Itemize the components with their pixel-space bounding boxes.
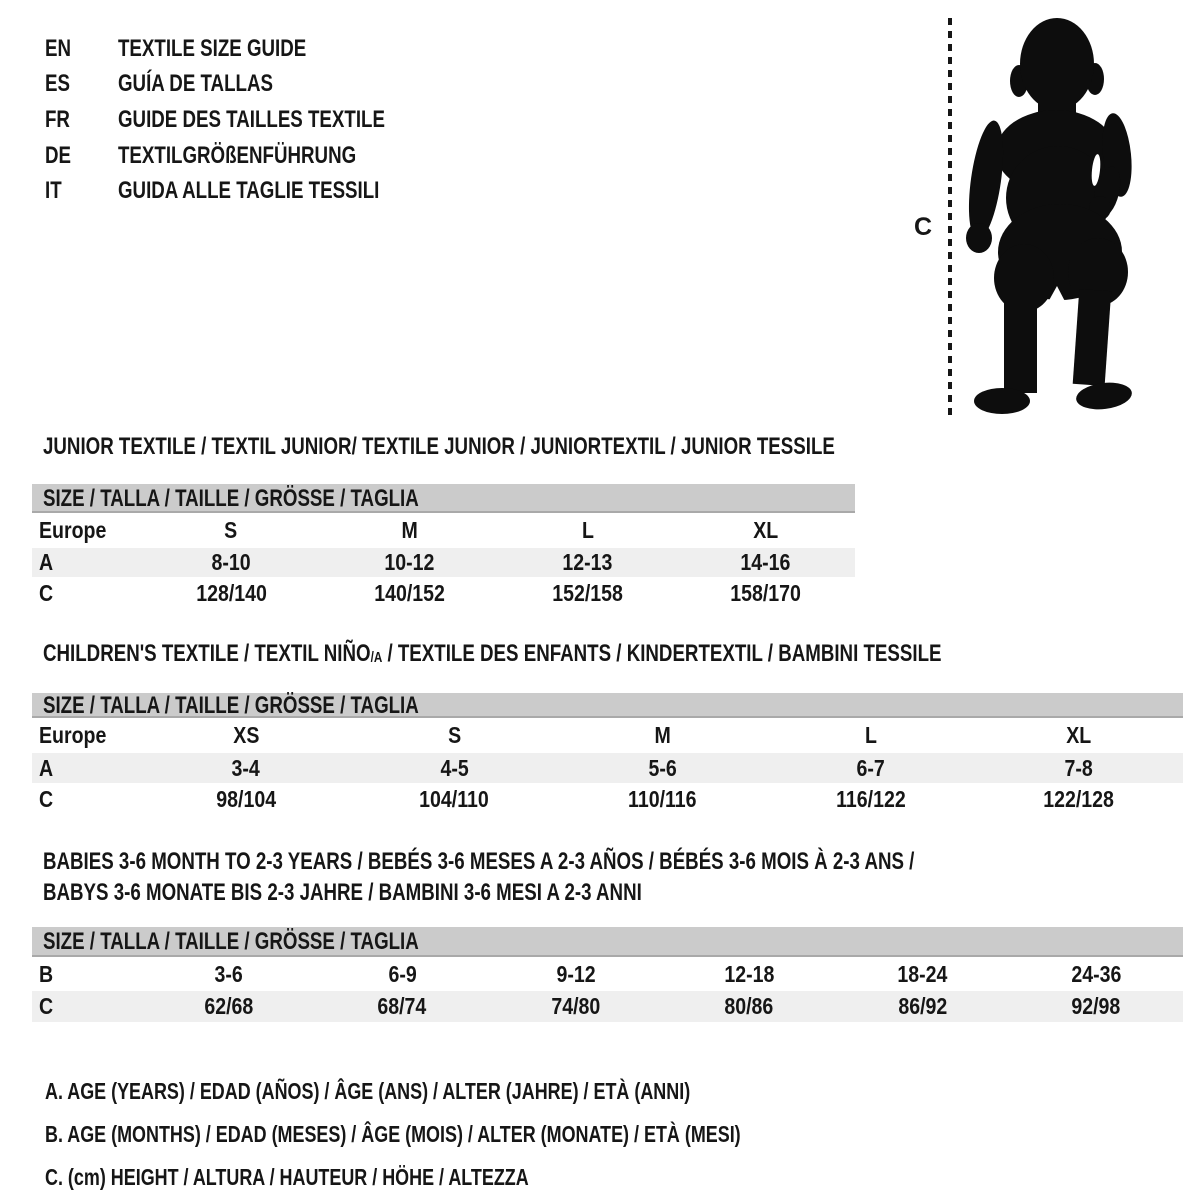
language-label xyxy=(118,35,460,63)
size-header-text: SIZE / TALLA / TAILLE / GRÖSSE / TAGLIA xyxy=(43,691,419,719)
size-cell xyxy=(836,961,1010,988)
title-part-after: / TEXTILE DES ENFANTS / KINDERTEXTIL / BAMBINI TESSILE xyxy=(382,640,942,667)
table-row-height xyxy=(32,577,855,610)
table-row-height xyxy=(32,991,1183,1022)
size-cell-text: 12-18 xyxy=(724,960,775,987)
size-cell xyxy=(499,549,677,576)
size-cell-text: 6-7 xyxy=(856,754,885,781)
size-cell xyxy=(316,961,490,988)
size-cell xyxy=(767,722,975,749)
row-label-text: A xyxy=(39,549,54,575)
size-cell xyxy=(316,993,490,1020)
size-cell xyxy=(499,517,677,544)
legend-line-c-text: C. (cm) HEIGHT / ALTURA / HAUTEUR / HÖHE / ALTEZZA xyxy=(45,1164,529,1190)
size-cell xyxy=(677,549,855,576)
size-cell xyxy=(142,961,316,988)
size-cell-text: 92/98 xyxy=(1071,993,1121,1019)
language-code-text: ES xyxy=(45,70,70,98)
size-cell xyxy=(350,755,558,782)
row-label-text: C xyxy=(39,786,54,812)
size-header-bar xyxy=(32,927,1183,957)
size-header-bar xyxy=(32,484,855,513)
size-cell-text: 122/128 xyxy=(1043,786,1115,812)
size-cell xyxy=(677,580,855,607)
size-cell xyxy=(1010,993,1184,1020)
babies-title-line1 xyxy=(43,846,1160,877)
size-cell-text: 3-6 xyxy=(214,960,243,987)
size-cell-text: 86/92 xyxy=(898,993,948,1019)
size-cell-text: 14-16 xyxy=(740,549,791,575)
row-label xyxy=(32,549,142,576)
size-cell-text: 5-6 xyxy=(648,754,677,781)
size-cell xyxy=(489,993,663,1020)
legend-line-a-text: A. AGE (YEARS) / EDAD (AÑOS) / ÂGE (ANS) / ALTER (JAHRE) / ETÀ (ANNI) xyxy=(45,1078,691,1104)
size-cell xyxy=(1010,961,1184,988)
language-code xyxy=(45,35,118,63)
language-code xyxy=(45,106,118,134)
legend-line-b-text: B. AGE (MONTHS) / EDAD (MESES) / ÂGE (MOIS) / ALTER (MONATE) / ETÀ (MESI) xyxy=(45,1121,741,1147)
language-label xyxy=(118,177,460,205)
size-cell-text: 24-36 xyxy=(1071,960,1122,987)
size-cell-text: M xyxy=(401,517,418,543)
row-label-text: Europe xyxy=(39,722,107,748)
language-code xyxy=(45,142,118,170)
table-row-europe xyxy=(32,718,1183,753)
size-cell xyxy=(836,993,1010,1020)
size-cell-text: XL xyxy=(1066,722,1092,748)
row-label xyxy=(32,961,142,988)
row-label-text: A xyxy=(39,754,54,781)
size-cell-text: 12-13 xyxy=(562,549,613,575)
size-cell xyxy=(677,517,855,544)
row-label xyxy=(32,993,142,1020)
size-cell-text: 128/140 xyxy=(195,580,267,606)
children-section-title xyxy=(43,640,1195,672)
language-label-text: GUÍA DE TALLAS xyxy=(118,70,273,98)
size-header-bar xyxy=(32,693,1183,718)
junior-size-table xyxy=(32,484,855,610)
size-cell-text: 68/74 xyxy=(377,993,427,1019)
size-cell-text: 9-12 xyxy=(556,960,596,987)
size-cell xyxy=(142,517,320,544)
row-label-text: B xyxy=(39,960,54,987)
language-label-text: TEXTILGRÖßENFÜHRUNG xyxy=(118,141,357,169)
row-label-text: Europe xyxy=(39,517,107,543)
size-cell xyxy=(767,755,975,782)
size-cell-text: L xyxy=(581,517,594,543)
height-measure-label-text: C xyxy=(914,213,933,241)
size-cell xyxy=(142,722,350,749)
size-cell xyxy=(499,580,677,607)
size-cell xyxy=(142,580,320,607)
row-label xyxy=(32,722,142,749)
table-row-height xyxy=(32,783,1183,816)
size-cell xyxy=(975,755,1183,782)
table-row-months xyxy=(32,957,1183,991)
height-measure-label xyxy=(914,213,932,242)
size-cell xyxy=(142,549,320,576)
babies-title-line2 xyxy=(43,877,1160,908)
size-cell xyxy=(350,786,558,813)
size-cell-text: 116/122 xyxy=(835,786,906,812)
language-code-text: IT xyxy=(45,177,62,205)
language-code xyxy=(45,70,118,98)
size-cell-text: 6-9 xyxy=(388,960,417,987)
size-cell xyxy=(320,580,498,607)
language-label xyxy=(118,70,460,98)
size-cell xyxy=(320,549,498,576)
size-cell xyxy=(663,961,837,988)
size-cell-text: 10-12 xyxy=(384,549,435,575)
size-cell xyxy=(489,961,663,988)
measure-legend xyxy=(45,1070,937,1199)
size-cell xyxy=(350,722,558,749)
size-cell xyxy=(142,755,350,782)
size-cell xyxy=(558,722,766,749)
babies-section-title xyxy=(43,846,1160,908)
size-cell-text: 98/104 xyxy=(216,786,277,812)
size-cell-text: L xyxy=(864,722,877,748)
size-cell-text: 110/116 xyxy=(628,786,697,812)
row-label-text: C xyxy=(39,993,54,1019)
size-cell-text: 158/170 xyxy=(730,580,802,606)
size-cell-text: 3-4 xyxy=(231,754,261,781)
row-label xyxy=(32,755,142,782)
size-cell-text: 62/68 xyxy=(204,993,254,1019)
babies-title-line2-text: BABYS 3-6 MONATE BIS 2-3 JAHRE / BAMBINI 3-6 MESI A 2-3 ANNI xyxy=(43,879,642,906)
size-cell xyxy=(142,786,350,813)
title-part-sub: /A xyxy=(370,649,383,666)
size-cell xyxy=(975,722,1183,749)
row-label xyxy=(32,580,142,607)
language-label-text: TEXTILE SIZE GUIDE xyxy=(118,34,307,62)
size-cell-text: S xyxy=(224,517,238,543)
size-cell-text: 7-8 xyxy=(1064,754,1094,781)
language-code-text: EN xyxy=(45,34,72,62)
children-section-title-text xyxy=(43,640,941,672)
size-cell-text: 74/80 xyxy=(551,993,601,1019)
size-cell-text: S xyxy=(447,722,461,748)
language-list xyxy=(45,31,460,209)
language-label xyxy=(118,106,460,134)
row-label xyxy=(32,517,142,544)
legend-line-a xyxy=(45,1070,937,1113)
language-label-text: GUIDA ALLE TAGLIE TESSILI xyxy=(118,177,380,205)
size-cell xyxy=(663,993,837,1020)
children-size-table xyxy=(32,693,1183,816)
language-label xyxy=(118,142,460,170)
language-label-text: GUIDE DES TAILLES TEXTILE xyxy=(118,105,385,133)
babies-title-line1-text: BABIES 3-6 MONTH TO 2-3 YEARS / BEBÉS 3-6 MESES A 2-3 AÑOS / BÉBÉS 3-6 MOIS À 2-3 ANS / xyxy=(43,848,915,875)
row-label xyxy=(32,786,142,813)
table-row-europe xyxy=(32,513,855,548)
babies-size-table xyxy=(32,927,1183,1022)
size-cell-text: XL xyxy=(753,517,779,543)
size-cell-text: 140/152 xyxy=(374,580,445,606)
size-cell-text: 104/110 xyxy=(419,786,490,812)
size-cell xyxy=(142,993,316,1020)
row-label-text: C xyxy=(39,580,54,606)
size-header-text: SIZE / TALLA / TAILLE / GRÖSSE / TAGLIA xyxy=(43,484,419,512)
size-cell-text: 8-10 xyxy=(211,549,251,575)
size-cell xyxy=(767,786,975,813)
size-cell xyxy=(558,755,766,782)
size-cell xyxy=(320,517,498,544)
junior-section-title xyxy=(43,433,1058,461)
legend-line-b xyxy=(45,1113,937,1156)
size-cell-text: XS xyxy=(233,722,260,748)
junior-section-title-text: JUNIOR TEXTILE / TEXTIL JUNIOR/ TEXTILE JUNIOR / JUNIORTEXTIL / JUNIOR TESSILE xyxy=(43,433,835,460)
size-cell-text: 80/86 xyxy=(724,993,774,1019)
size-cell-text: 4-5 xyxy=(440,754,469,781)
title-part-before: CHILDREN'S TEXTILE / TEXTIL NIÑO xyxy=(43,640,371,667)
size-cell xyxy=(975,786,1183,813)
table-row-age xyxy=(32,753,1183,783)
language-code xyxy=(45,177,118,205)
size-cell-text: 18-24 xyxy=(897,960,948,987)
language-code-text: DE xyxy=(45,141,72,169)
size-header-text: SIZE / TALLA / TAILLE / GRÖSSE / TAGLIA xyxy=(43,928,419,955)
size-cell xyxy=(558,786,766,813)
table-row-age xyxy=(32,548,855,577)
legend-line-c xyxy=(45,1156,937,1199)
language-code-text: FR xyxy=(45,105,70,133)
size-cell-text: 152/158 xyxy=(552,580,623,606)
size-cell-text: M xyxy=(654,722,671,748)
toddler-silhouette-icon xyxy=(950,8,1140,420)
